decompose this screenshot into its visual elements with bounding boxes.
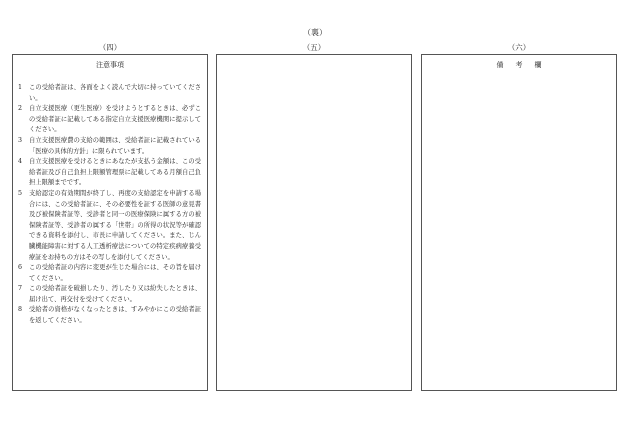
note-text: この受給者証は、各面をよく読んで大切に持っていてください。 (29, 84, 201, 102)
remarks-heading: 備考欄 (496, 61, 554, 69)
column-label-5: （五） (302, 43, 326, 52)
note-number: 3 (18, 136, 23, 144)
note-item-2 (18, 104, 201, 136)
note-item-8 (18, 305, 201, 326)
note-number: 1 (18, 84, 23, 91)
page-title: （裏） (303, 28, 327, 37)
column-label-4: （四） (98, 43, 122, 52)
column-label-6: （六） (507, 43, 531, 52)
note-text: 自立支援医療（更生医療）を受けようとするときは、必ずこの受給者証に記載してある指定自立支援医療機関に提示してください。 (29, 105, 201, 134)
note-number: 5 (18, 189, 23, 197)
note-number: 6 (18, 264, 23, 272)
note-text: この受給者証の内容に変更が生じた場合には、その旨を届けてください。 (29, 264, 201, 282)
note-number: 7 (18, 285, 23, 293)
note-item-6 (18, 263, 201, 284)
note-text: 支給認定の有効期間が終了し、再度の支給認定を申請する場合には、この受給者証に、その必要性を証する医師の意見書及び被保険者証等、受診者と同一の医療保険に属する方の被保険者証等、受診者の属する「世帯」の所得の状況等が確認できる資料を添付し、市長に申請してください。また、じん臓機能障害に対する人工透析療法についての特定疾病療養受療証をお持ちの方はその写しを添付してください。 (29, 189, 201, 261)
note-text: 自立支援医療を受けるときにあなたが支払う金額は、この受給者証及び自己負担上限額管理票に記載してある月額自己負担上限額までです。 (29, 158, 201, 187)
note-item-7 (18, 284, 201, 305)
note-item-1 (18, 83, 201, 104)
note-text: 自立支援医療費の支給の範囲は、受給者証に記載されている「医療の具体的方針」に限られています。 (29, 136, 201, 155)
note-number: 2 (18, 105, 23, 113)
note-number: 8 (18, 306, 23, 314)
note-item-5 (18, 189, 201, 263)
note-item-4 (18, 157, 201, 189)
note-number: 4 (18, 158, 23, 166)
notes-heading: 注意事項 (96, 61, 124, 69)
remarks-panel (421, 54, 617, 391)
note-text: この受給者証を破損したり、汚したり又は紛失したときは、届け出て、再交付を受けてください。 (29, 285, 201, 303)
note-text: 受給者の資格がなくなったときは、すみやかにこの受給者証を返してください。 (29, 306, 201, 325)
notes-list (18, 83, 201, 327)
note-item-3 (18, 136, 201, 157)
blank-panel (216, 54, 412, 391)
notes-panel (12, 54, 208, 391)
